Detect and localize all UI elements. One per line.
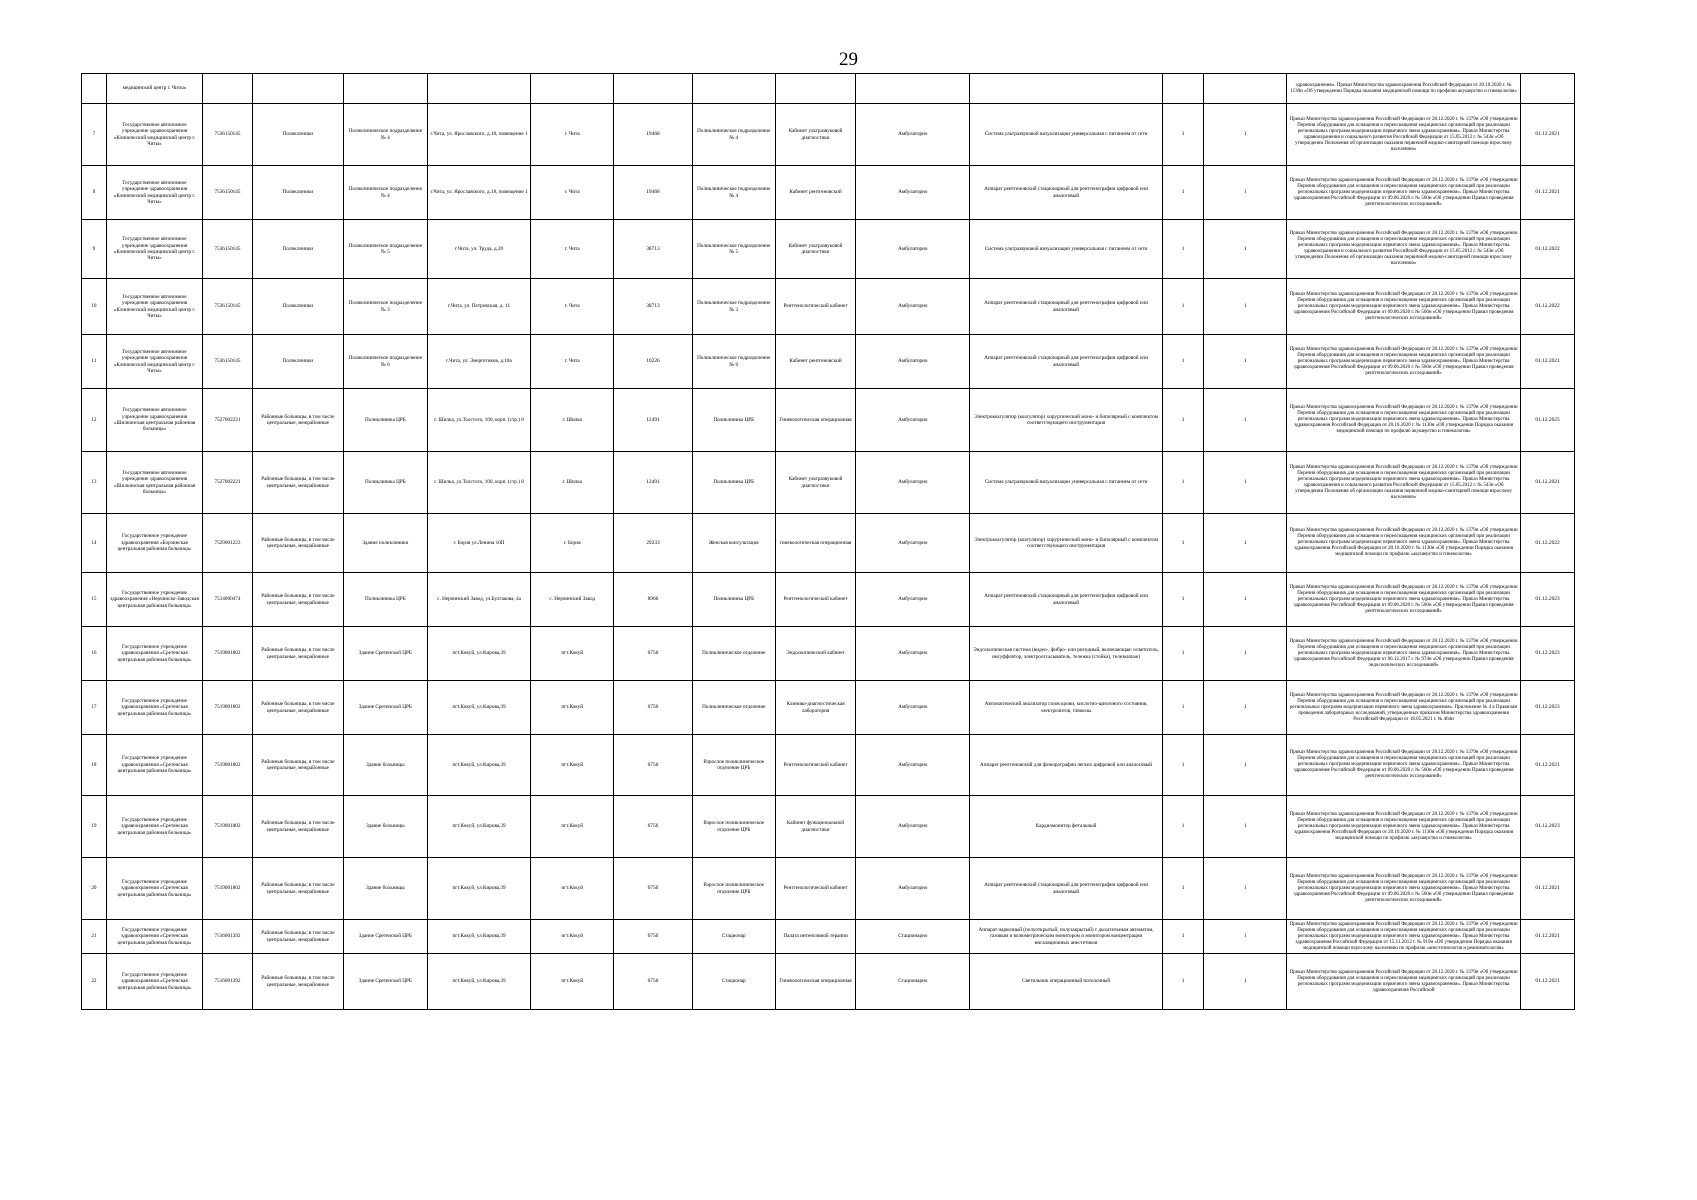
care-conditions-cell: Амбулаторно bbox=[856, 452, 970, 514]
quantity-required-cell: 1 bbox=[1162, 389, 1203, 452]
organization-type-cell: Районные больницы, в том числе центральные, межрайонные bbox=[252, 920, 343, 954]
care-conditions-cell: Стационарно bbox=[856, 920, 970, 954]
quantity-planned-cell: 1 bbox=[1204, 920, 1287, 954]
building-name-cell: Здание больницы bbox=[343, 735, 427, 796]
table-row bbox=[82, 220, 1575, 279]
row-number-cell: 14 bbox=[82, 514, 107, 573]
table-row bbox=[82, 335, 1575, 389]
delivery-date-cell: 01.12.2021 bbox=[1521, 735, 1575, 796]
delivery-date-cell: 01.12.2022 bbox=[1521, 220, 1575, 279]
quantity-required-cell: 1 bbox=[1162, 452, 1203, 514]
inn-cell: 7519001802 bbox=[203, 627, 253, 681]
organization-name-cell: Государственное учреждение здравоохранения «Сретенская центральная районная больница» bbox=[106, 681, 202, 735]
building-name-cell: Поликлиническое подразделение № 4 bbox=[343, 104, 427, 166]
table-row bbox=[82, 166, 1575, 220]
locality-cell: г. Чита bbox=[531, 220, 614, 279]
population-cell: 38713 bbox=[614, 220, 693, 279]
address-cell: г. Шилка, ул.Толстого, 100, корп. (стр.) 8 bbox=[427, 452, 531, 514]
care-conditions-cell: Амбулаторно bbox=[856, 335, 970, 389]
organization-type-cell: Поликлиники bbox=[252, 220, 343, 279]
table-row bbox=[82, 735, 1575, 796]
equipment-name-cell: Электрокоагулятор (коагулятор) хирургический моно- и биполярный с комплектом соответствующего инструментария bbox=[970, 389, 1163, 452]
delivery-date-cell: 01.12.2023 bbox=[1521, 627, 1575, 681]
equipment-name-cell: Система ультразвуковой визуализации универсальная с питанием от сети bbox=[970, 104, 1163, 166]
legal-basis-cell: Приказ Министерства здравоохранения Российской Федерации от 28.12.2020 г. № 1379н «Об утверждении Перечня оборудования для оснащения и переоснащения медицинских организаций при реализации региональных программ модернизации первичного звена здравоохранения». Приказ Министерства здравоохранения Российской Федерации от 20.10.2020 г. № 1130н «Об утверждении Порядка оказания медицинской помощи по профилю «акушерство и гинекология» bbox=[1287, 514, 1521, 573]
care-conditions-cell: Амбулаторно bbox=[856, 166, 970, 220]
delivery-date-cell: 01.12.2022 bbox=[1521, 279, 1575, 335]
legal-basis-cell: Приказ Министерства здравоохранения Российской Федерации от 28.12.2020 г. № 1379н «Об утверждении Перечня оборудования для оснащения и переоснащения медицинских организаций при реализации региональных программ модернизации первичного звена здравоохранения». Приказ Министерства здравоохранения Российской Федерации от 06.12.2017 г. № 974н «Об утверждении Правил проведения эндоскопических исследований» bbox=[1287, 627, 1521, 681]
care-conditions-cell: Амбулаторно bbox=[856, 220, 970, 279]
address-cell: г.Чита, ул. Петровская, д. 11 bbox=[427, 279, 531, 335]
locality-cell: г. Чита bbox=[531, 335, 614, 389]
population-cell: 19468 bbox=[614, 104, 693, 166]
inn-cell: 7519001802 bbox=[203, 858, 253, 920]
table-row bbox=[82, 514, 1575, 573]
room-cell: Кабинет рентгеновский bbox=[775, 335, 856, 389]
delivery-date-cell: 01.12.2021 bbox=[1521, 104, 1575, 166]
building-name-cell: Поликлиническое подразделение № 6 bbox=[343, 335, 427, 389]
legal-basis-cell: Приказ Министерства здравоохранения Российской Федерации от 28.12.2020 г. № 1379н «Об утверждении Перечня оборудования для оснащения и переоснащения медицинских организаций при реализации региональных программ модернизации первичного звена здравоохранения». Приказ Министерства здравоохранения Российской Федерации от 09.06.2020 г. № 560н «Об утверждении Правил проведения рентгенологических исследований» bbox=[1287, 335, 1521, 389]
organization-name-cell: Государственное учреждение здравоохранения «Сретенская центральная районная больница» bbox=[106, 627, 202, 681]
address-cell: г.Чита, ул. Энергетиков, д.18а bbox=[427, 335, 531, 389]
quantity-required-cell: 1 bbox=[1162, 166, 1203, 220]
care-conditions-cell: Стационарно bbox=[856, 954, 970, 1010]
building-name-cell: Здание больницы bbox=[343, 858, 427, 920]
row-number-cell: 17 bbox=[82, 681, 107, 735]
quantity-planned-cell: 1 bbox=[1204, 681, 1287, 735]
locality-cell: г. Чита bbox=[531, 279, 614, 335]
locality-cell: г. Борзя bbox=[531, 514, 614, 573]
organization-type-cell: Районные больницы, в том числе центральные, межрайонные bbox=[252, 858, 343, 920]
row-number-cell: 10 bbox=[82, 279, 107, 335]
room-cell: Палата интенсивной терапии bbox=[775, 920, 856, 954]
address-cell: г.Чита, ул. Труда, д.20 bbox=[427, 220, 531, 279]
legal-basis-cell: Приказ Министерства здравоохранения Российской Федерации от 28.12.2020 г. № 1379н «Об утверждении Перечня оборудования для оснащения и переоснащения медицинских организаций при реализации региональных программ модернизации первичного звена здравоохранения». Приложение № 4 к Правилам проведения лабораторных исследований, утвержденных приказом Министерства здравоохранения Российской Федерации от 18.05.2021 г. № 464н bbox=[1287, 681, 1521, 735]
quantity-required-cell: 1 bbox=[1162, 954, 1203, 1010]
division-cell: Поликлиническое подразделение № 4 bbox=[692, 104, 775, 166]
division-cell: Поликлиническое отделение bbox=[692, 627, 775, 681]
quantity-planned-cell bbox=[1204, 74, 1287, 104]
inn-cell: 7519001802 bbox=[203, 796, 253, 858]
equipment-name-cell: Светильник операционный потолочный bbox=[970, 954, 1163, 1010]
inn-cell: 7529001223 bbox=[203, 514, 253, 573]
quantity-planned-cell: 1 bbox=[1204, 389, 1287, 452]
population-cell: 29233 bbox=[614, 514, 693, 573]
legal-basis-cell: Приказ Министерства здравоохранения Российской Федерации от 28.12.2020 г. № 1379н «Об утверждении Перечня оборудования для оснащения и переоснащения медицинских организаций при реализации региональных программ модернизации первичного звена здравоохранения». Приказ Министерства здравоохранения Российской bbox=[1287, 954, 1521, 1010]
population-cell: 6756 bbox=[614, 920, 693, 954]
table-row bbox=[82, 389, 1575, 452]
row-number-cell: 20 bbox=[82, 858, 107, 920]
quantity-planned-cell: 1 bbox=[1204, 954, 1287, 1010]
quantity-required-cell: 1 bbox=[1162, 335, 1203, 389]
table-row bbox=[82, 858, 1575, 920]
equipment-name-cell: Кардиомонитор фетальный bbox=[970, 796, 1163, 858]
table-row bbox=[82, 681, 1575, 735]
equipment-name-cell bbox=[970, 74, 1163, 104]
room-cell: Кабинет функциональной диагностики bbox=[775, 796, 856, 858]
building-name-cell: Здание Сретенской ЦРБ bbox=[343, 954, 427, 1010]
quantity-planned-cell: 1 bbox=[1204, 335, 1287, 389]
address-cell: пгт.Кокуй, ул.Кирова,39 bbox=[427, 627, 531, 681]
locality-cell: пгт.Кокуй bbox=[531, 920, 614, 954]
quantity-required-cell bbox=[1162, 74, 1203, 104]
division-cell: Женская консультация bbox=[692, 514, 775, 573]
building-name-cell: Поликлиника ЦРБ bbox=[343, 573, 427, 627]
inn-cell: 7536150145 bbox=[203, 104, 253, 166]
building-name-cell: Здание поликлиники bbox=[343, 514, 427, 573]
legal-basis-cell: Приказ Министерства здравоохранения Российской Федерации от 28.12.2020 г. № 1379н «Об утверждении Перечня оборудования для оснащения и переоснащения медицинских организаций при реализации региональных программ модернизации первичного звена здравоохранения». Приказ Министерства здравоохранения Российской Федерации от 15.11.2012 г. № 919н «Об утверждении Порядка оказания медицинской помощи взрослому населению по профилю «анестезиология и реаниматология» bbox=[1287, 920, 1521, 954]
quantity-required-cell: 1 bbox=[1162, 627, 1203, 681]
building-name-cell: Поликлиническое подразделение № 5 bbox=[343, 220, 427, 279]
organization-name-cell: Государственное учреждение здравоохранения «Сретенская центральная районная больница» bbox=[106, 858, 202, 920]
locality-cell: пгт.Кокуй bbox=[531, 858, 614, 920]
population-cell: 6756 bbox=[614, 627, 693, 681]
care-conditions-cell: Амбулаторно bbox=[856, 514, 970, 573]
organization-type-cell: Поликлиники bbox=[252, 104, 343, 166]
room-cell: Клинико-диагностическая лаборатория bbox=[775, 681, 856, 735]
legal-basis-cell: Приказ Министерства здравоохранения Российской Федерации от 28.12.2020 г. № 1379н «Об утверждении Перечня оборудования для оснащения и переоснащения медицинских организаций при реализации региональных программ модернизации первичного звена здравоохранения». Приказ Министерства здравоохранения Российской Федерации от 09.06.2020 г. № 560н «Об утверждении Правил проведения рентгенологических исследований» bbox=[1287, 166, 1521, 220]
population-cell: 19468 bbox=[614, 166, 693, 220]
building-name-cell: Здание Сретенской ЦРБ bbox=[343, 627, 427, 681]
room-cell: Кабинет ультразвуковой диагностики bbox=[775, 452, 856, 514]
row-number-cell: 7 bbox=[82, 104, 107, 166]
quantity-required-cell: 1 bbox=[1162, 104, 1203, 166]
equipment-name-cell: Аппарат рентгеновский стационарный для рентгенографии цифровой или аналоговый bbox=[970, 573, 1163, 627]
organization-name-cell: Государственное автономное учреждение здравоохранения «Клинический медицинский центр г. Читы» bbox=[106, 104, 202, 166]
quantity-required-cell: 1 bbox=[1162, 920, 1203, 954]
building-name-cell: Здание Сретенской ЦРБ bbox=[343, 681, 427, 735]
organization-name-cell: Государственное автономное учреждение здравоохранения «Клинический медицинский центр г. Читы» bbox=[106, 335, 202, 389]
room-cell: Гинекологическая операционная bbox=[775, 389, 856, 452]
quantity-required-cell: 1 bbox=[1162, 279, 1203, 335]
quantity-planned-cell: 1 bbox=[1204, 220, 1287, 279]
inn-cell: 7536150145 bbox=[203, 335, 253, 389]
delivery-date-cell: 01.12.2021 bbox=[1521, 335, 1575, 389]
legal-basis-cell: Приказ Министерства здравоохранения Российской Федерации от 28.12.2020 г. № 1379н «Об утверждении Перечня оборудования для оснащения и переоснащения медицинских организаций при реализации региональных программ модернизации первичного звена здравоохранения». Приказ Министерства здравоохранения и социального развития Российской Федерации от 15.05.2012 г. № 543н «Об утверждении Положения об организации оказания первичной медико-санитарной помощи взрослому населению» bbox=[1287, 452, 1521, 514]
division-cell: Поликлиника ЦРБ bbox=[692, 573, 775, 627]
organization-type-cell: Районные больницы, в том числе центральные, межрайонные bbox=[252, 514, 343, 573]
organization-name-cell: Государственное автономное учреждение здравоохранения «Клинический медицинский центр г. Читы» bbox=[106, 279, 202, 335]
population-cell: 8966 bbox=[614, 573, 693, 627]
room-cell: Рентгенологический кабинет bbox=[775, 279, 856, 335]
locality-cell bbox=[531, 74, 614, 104]
legal-basis-cell: Приказ Министерства здравоохранения Российской Федерации от 28.12.2020 г. № 1379н «Об утверждении Перечня оборудования для оснащения и переоснащения медицинских организаций при реализации региональных программ модернизации первичного звена здравоохранения». Приказ Министерства здравоохранения Российской Федерации от 09.06.2020 г. № 560н «Об утверждении Правил проведения рентгенологических исследований» bbox=[1287, 279, 1521, 335]
quantity-planned-cell: 1 bbox=[1204, 104, 1287, 166]
address-cell: с. Нерчинский Завод, ул.Булгакова, 4а bbox=[427, 573, 531, 627]
quantity-planned-cell: 1 bbox=[1204, 514, 1287, 573]
organization-type-cell: Районные больницы, в том числе центральные, межрайонные bbox=[252, 796, 343, 858]
room-cell: Кабинет ультразвуковой диагностики bbox=[775, 104, 856, 166]
delivery-date-cell: 01.12.2021 bbox=[1521, 954, 1575, 1010]
quantity-planned-cell: 1 bbox=[1204, 858, 1287, 920]
care-conditions-cell: Амбулаторно bbox=[856, 104, 970, 166]
inn-cell: 7536150145 bbox=[203, 279, 253, 335]
legal-basis-cell: Приказ Министерства здравоохранения Российской Федерации от 28.12.2020 г. № 1379н «Об утверждении Перечня оборудования для оснащения и переоснащения медицинских организаций при реализации региональных программ модернизации первичного звена здравоохранения». Приказ Министерства здравоохранения и социального развития Российской Федерации от 15.05.2012 г. № 543н «Об утверждении Положения об организации оказания первичной медико-санитарной помощи взрослому населению» bbox=[1287, 104, 1521, 166]
population-cell: 6756 bbox=[614, 735, 693, 796]
locality-cell: пгт.Кокуй bbox=[531, 735, 614, 796]
equipment-name-cell: Система ультразвуковой визуализации универсальная с питанием от сети bbox=[970, 452, 1163, 514]
inn-cell: 7536150145 bbox=[203, 166, 253, 220]
building-name-cell: Поликлиническое подразделение № 4 bbox=[343, 166, 427, 220]
division-cell: Взрослое поликлиническое отделение ЦРБ bbox=[692, 858, 775, 920]
division-cell: Поликлиническое отделение bbox=[692, 681, 775, 735]
organization-type-cell: Поликлиники bbox=[252, 279, 343, 335]
care-conditions-cell: Амбулаторно bbox=[856, 389, 970, 452]
address-cell: пгт.Кокуй, ул.Кирова,39 bbox=[427, 920, 531, 954]
organization-name-cell: Государственное учреждение здравоохранения «Сретенская центральная районная больница» bbox=[106, 920, 202, 954]
organization-type-cell: Поликлиники bbox=[252, 166, 343, 220]
equipment-name-cell: Эндоскопическая система (видео-, фибро- или ригидный, включающая: осветитель, инсуффлятор, электроотсасыватель, тележка (стойка), телеэкипаж) bbox=[970, 627, 1163, 681]
organization-type-cell: Районные больницы, в том числе центральные, межрайонные bbox=[252, 954, 343, 1010]
locality-cell: пгт.Кокуй bbox=[531, 796, 614, 858]
locality-cell: пгт.Кокуй bbox=[531, 954, 614, 1010]
equipment-name-cell: Автоматический анализатор газов крови, кислотно-щелочного состояния, электролитов, глюкозы bbox=[970, 681, 1163, 735]
equipment-name-cell: Аппарат рентгеновский стационарный для рентгенографии цифровой или аналоговый bbox=[970, 858, 1163, 920]
room-cell: Эндоскопический кабинет bbox=[775, 627, 856, 681]
table-row bbox=[82, 74, 1575, 104]
quantity-planned-cell: 1 bbox=[1204, 279, 1287, 335]
locality-cell: с. Нерчинский Завод bbox=[531, 573, 614, 627]
organization-name-cell: медицинский центр г. Читы» bbox=[106, 74, 202, 104]
care-conditions-cell: Амбулаторно bbox=[856, 573, 970, 627]
room-cell: Рентгенологический кабинет bbox=[775, 858, 856, 920]
organization-name-cell: Государственное автономное учреждение здравоохранения «Шилкинская центральная районная больница» bbox=[106, 389, 202, 452]
address-cell: г. Шилка, ул.Толстого, 100, корп. (стр.) 8 bbox=[427, 389, 531, 452]
room-cell: гинекологическая операционная bbox=[775, 514, 856, 573]
address-cell: пгт.Кокуй, ул.Кирова,39 bbox=[427, 681, 531, 735]
table-row bbox=[82, 796, 1575, 858]
quantity-planned-cell: 1 bbox=[1204, 452, 1287, 514]
organization-type-cell bbox=[252, 74, 343, 104]
table-row bbox=[82, 573, 1575, 627]
locality-cell: г. Шилка bbox=[531, 452, 614, 514]
division-cell: Поликлиника ЦРБ bbox=[692, 452, 775, 514]
building-name-cell bbox=[343, 74, 427, 104]
quantity-required-cell: 1 bbox=[1162, 573, 1203, 627]
care-conditions-cell: Амбулаторно bbox=[856, 735, 970, 796]
room-cell: Рентгенологический кабинет bbox=[775, 573, 856, 627]
division-cell: Поликлиническое подразделение № 6 bbox=[692, 335, 775, 389]
equipment-name-cell: Аппарат наркозный (полуоткрытый, полузакрытый) с дыхательным автоматом, газовым и волюметрическим монитором и монитором концентрации ингаляционных анестетиков bbox=[970, 920, 1163, 954]
table-row bbox=[82, 452, 1575, 514]
organization-name-cell: Государственное учреждение здравоохранения «Борзинская центральная районная больница» bbox=[106, 514, 202, 573]
quantity-required-cell: 1 bbox=[1162, 681, 1203, 735]
population-cell: 12491 bbox=[614, 389, 693, 452]
address-cell: г.Чита, ул. Ярославского, д.18, помещение 1 bbox=[427, 104, 531, 166]
row-number-cell: 22 bbox=[82, 954, 107, 1010]
address-cell bbox=[427, 74, 531, 104]
quantity-required-cell: 1 bbox=[1162, 735, 1203, 796]
delivery-date-cell: 01.12.2023 bbox=[1521, 796, 1575, 858]
row-number-cell: 18 bbox=[82, 735, 107, 796]
care-conditions-cell: Амбулаторно bbox=[856, 279, 970, 335]
delivery-date-cell: 01.12.2021 bbox=[1521, 858, 1575, 920]
locality-cell: пгт.Кокуй bbox=[531, 627, 614, 681]
equipment-name-cell: Аппарат рентгеновский для флюорографии легких цифровой или аналоговый bbox=[970, 735, 1163, 796]
inn-cell: 7527002221 bbox=[203, 389, 253, 452]
legal-basis-cell: здравоохранения». Приказ Министерства здравоохранения Российской Федерации от 20.10.2020 г. № 1130н «Об утверждении Порядка оказания медицинской помощи по профилю акушерство и гинекология» bbox=[1287, 74, 1521, 104]
population-cell: 10226 bbox=[614, 335, 693, 389]
division-cell: Поликлиническое подразделение № 4 bbox=[692, 166, 775, 220]
delivery-date-cell: 01.12.2022 bbox=[1521, 514, 1575, 573]
table-row bbox=[82, 279, 1575, 335]
quantity-planned-cell: 1 bbox=[1204, 796, 1287, 858]
address-cell: пгт.Кокуй, ул.Кирова,39 bbox=[427, 954, 531, 1010]
quantity-required-cell: 1 bbox=[1162, 514, 1203, 573]
organization-type-cell: Районные больницы, в том числе центральные, межрайонные bbox=[252, 681, 343, 735]
table-row bbox=[82, 920, 1575, 954]
organization-name-cell: Государственное автономное учреждение здравоохранения «Клинический медицинский центр г. Читы» bbox=[106, 220, 202, 279]
row-number-cell: 15 bbox=[82, 573, 107, 627]
building-name-cell: Здание Сретенской ЦРБ bbox=[343, 920, 427, 954]
organization-name-cell: Государственное учреждение здравоохранения «Нерчинско-Заводская центральная районная больница» bbox=[106, 573, 202, 627]
address-cell: пгт.Кокуй, ул.Кирова,39 bbox=[427, 858, 531, 920]
equipment-name-cell: Аппарат рентгеновский стационарный для рентгенографии цифровой или аналоговый bbox=[970, 335, 1163, 389]
care-conditions-cell: Амбулаторно bbox=[856, 627, 970, 681]
division-cell: Стационар bbox=[692, 954, 775, 1010]
organization-name-cell: Государственное автономное учреждение здравоохранения «Шилкинская центральная районная больница» bbox=[106, 452, 202, 514]
delivery-date-cell: 01.12.2023 bbox=[1521, 573, 1575, 627]
room-cell bbox=[775, 74, 856, 104]
organization-name-cell: Государственное учреждение здравоохранения «Сретенская центральная районная больница» bbox=[106, 796, 202, 858]
delivery-date-cell bbox=[1521, 74, 1575, 104]
organization-name-cell: Государственное учреждение здравоохранения «Сретенская центральная районная больница» bbox=[106, 954, 202, 1010]
building-name-cell: Здание больницы bbox=[343, 796, 427, 858]
division-cell: Поликлиническое подразделение № 3 bbox=[692, 279, 775, 335]
division-cell bbox=[692, 74, 775, 104]
division-cell: Взрослое поликлиническое отделение ЦРБ bbox=[692, 735, 775, 796]
population-cell: 6756 bbox=[614, 796, 693, 858]
equipment-name-cell: Аппарат рентгеновский стационарный для рентгенографии цифровой или аналоговый bbox=[970, 279, 1163, 335]
organization-type-cell: Поликлиники bbox=[252, 335, 343, 389]
inn-cell: 7516001392 bbox=[203, 920, 253, 954]
delivery-date-cell: 01.12.2021 bbox=[1521, 452, 1575, 514]
division-cell: Взрослое поликлиническое отделение ЦРБ bbox=[692, 796, 775, 858]
organization-type-cell: Районные больницы, в том числе центральные, межрайонные bbox=[252, 452, 343, 514]
row-number-cell: 12 bbox=[82, 389, 107, 452]
delivery-date-cell: 01.12.2021 bbox=[1521, 166, 1575, 220]
quantity-planned-cell: 1 bbox=[1204, 166, 1287, 220]
address-cell: пгт.Кокуй, ул.Кирова,39 bbox=[427, 735, 531, 796]
row-number-cell bbox=[82, 74, 107, 104]
population-cell: 6756 bbox=[614, 858, 693, 920]
quantity-required-cell: 1 bbox=[1162, 220, 1203, 279]
inn-cell: 7527002221 bbox=[203, 452, 253, 514]
inn-cell: 7514000474 bbox=[203, 573, 253, 627]
building-name-cell: Поликлиника ЦРБ bbox=[343, 452, 427, 514]
care-conditions-cell: Амбулаторно bbox=[856, 858, 970, 920]
inn-cell: 7519001802 bbox=[203, 735, 253, 796]
row-number-cell: 19 bbox=[82, 796, 107, 858]
division-cell: Стационар bbox=[692, 920, 775, 954]
address-cell: пгт.Кокуй, ул.Кирова,39 bbox=[427, 796, 531, 858]
legal-basis-cell: Приказ Министерства здравоохранения Российской Федерации от 28.12.2020 г. № 1379н «Об утверждении Перечня оборудования для оснащения и переоснащения медицинских организаций при реализации региональных программ модернизации первичного звена здравоохранения». Приказ Министерства здравоохранения и социального развития Российской Федерации от 15.05.2012 г. № 543н «Об утверждении Положения об организации оказания первичной медико-санитарной помощи взрослому населению» bbox=[1287, 220, 1521, 279]
equipment-name-cell: Система ультразвуковой визуализации универсальная с питанием от сети bbox=[970, 220, 1163, 279]
room-cell: Рентгенологический кабинет bbox=[775, 735, 856, 796]
organization-name-cell: Государственное учреждение здравоохранения «Сретенская центральная районная больница» bbox=[106, 735, 202, 796]
legal-basis-cell: Приказ Министерства здравоохранения Российской Федерации от 28.12.2020 г. № 1379н «Об утверждении Перечня оборудования для оснащения и переоснащения медицинских организаций при реализации региональных программ модернизации первичного звена здравоохранения». Приказ Министерства здравоохранения Российской Федерации от 20.10.2020 г. № 1130н «Об утверждении Порядка оказания медицинской помощи по профилю «акушерство и гинекология» bbox=[1287, 796, 1521, 858]
building-name-cell: Поликлиника ЦРБ bbox=[343, 389, 427, 452]
table-row bbox=[82, 954, 1575, 1010]
table-body bbox=[82, 74, 1575, 1010]
legal-basis-cell: Приказ Министерства здравоохранения Российской Федерации от 28.12.2020 г. № 1379н «Об утверждении Перечня оборудования для оснащения и переоснащения медицинских организаций при реализации региональных программ модернизации первичного звена здравоохранения». Приказ Министерства здравоохранения Российской Федерации от 20.10.2020 г. № 1130н «Об утверждении Порядка оказания медицинской помощи по профилю акушерство и гинекология» bbox=[1287, 389, 1521, 452]
row-number-cell: 13 bbox=[82, 452, 107, 514]
delivery-date-cell: 01.12.2023 bbox=[1521, 681, 1575, 735]
row-number-cell: 21 bbox=[82, 920, 107, 954]
locality-cell: г. Чита bbox=[531, 104, 614, 166]
inn-cell: 7536150145 bbox=[203, 220, 253, 279]
inn-cell: 7516001392 bbox=[203, 954, 253, 1010]
legal-basis-cell: Приказ Министерства здравоохранения Российской Федерации от 28.12.2020 г. № 1379н «Об утверждении Перечня оборудования для оснащения и переоснащения медицинских организаций при реализации региональных программ модернизации первичного звена здравоохранения». Приказ Министерства здравоохранения Российской Федерации от 09.06.2020 г. № 560н «Об утверждении Правил проведения рентгенологических исследований» bbox=[1287, 858, 1521, 920]
room-cell: Кабинет рентгеновский bbox=[775, 166, 856, 220]
row-number-cell: 8 bbox=[82, 166, 107, 220]
inn-cell: 7519001802 bbox=[203, 681, 253, 735]
quantity-planned-cell: 1 bbox=[1204, 735, 1287, 796]
population-cell: 6756 bbox=[614, 954, 693, 1010]
legal-basis-cell: Приказ Министерства здравоохранения Российской Федерации от 28.12.2020 г. № 1379н «Об утверждении Перечня оборудования для оснащения и переоснащения медицинских организаций при реализации региональных программ модернизации первичного звена здравоохранения». Приказ Министерства здравоохранения Российской Федерации от 09.06.2020 г. № 560н «Об утверждении Правил проведения рентгенологических исследований» bbox=[1287, 735, 1521, 796]
organization-type-cell: Районные больницы, в том числе центральные, межрайонные bbox=[252, 389, 343, 452]
population-cell: 38713 bbox=[614, 279, 693, 335]
organization-type-cell: Районные больницы, в том числе центральные, межрайонные bbox=[252, 573, 343, 627]
building-name-cell: Поликлиническое подразделение № 3 bbox=[343, 279, 427, 335]
locality-cell: г. Шилка bbox=[531, 389, 614, 452]
population-cell bbox=[614, 74, 693, 104]
organization-type-cell: Районные больницы, в том числе центральные, межрайонные bbox=[252, 735, 343, 796]
page-number: 29 bbox=[839, 49, 858, 70]
care-conditions-cell: Амбулаторно bbox=[856, 681, 970, 735]
quantity-planned-cell: 1 bbox=[1204, 573, 1287, 627]
population-cell: 12491 bbox=[614, 452, 693, 514]
table-row bbox=[82, 104, 1575, 166]
table-row bbox=[82, 627, 1575, 681]
row-number-cell: 16 bbox=[82, 627, 107, 681]
delivery-date-cell: 01.12.2025 bbox=[1521, 389, 1575, 452]
equipment-name-cell: Электрокоагулятор (коагулятор) хирургический моно- и биполярный с комплектом соответствующего инструментария bbox=[970, 514, 1163, 573]
organization-name-cell: Государственное автономное учреждение здравоохранения «Клинический медицинский центр г. Читы» bbox=[106, 166, 202, 220]
room-cell: Кабинет ультразвуковой диагностики bbox=[775, 220, 856, 279]
room-cell: Гинекологическая операционная bbox=[775, 954, 856, 1010]
organization-type-cell: Районные больницы, в том числе центральные, межрайонные bbox=[252, 627, 343, 681]
legal-basis-cell: Приказ Министерства здравоохранения Российской Федерации от 28.12.2020 г. № 1379н «Об утверждении Перечня оборудования для оснащения и переоснащения медицинских организаций при реализации региональных программ модернизации первичного звена здравоохранения». Приказ Министерства здравоохранения Российской Федерации от 09.06.2020 г. № 560н «Об утверждении Правил проведения рентгенологических исследований» bbox=[1287, 573, 1521, 627]
equipment-table bbox=[81, 73, 1575, 1010]
delivery-date-cell: 01.12.2021 bbox=[1521, 920, 1575, 954]
inn-cell bbox=[203, 74, 253, 104]
locality-cell: пгт.Кокуй bbox=[531, 681, 614, 735]
division-cell: Поликлиническое подразделение № 5 bbox=[692, 220, 775, 279]
population-cell: 6756 bbox=[614, 681, 693, 735]
quantity-required-cell: 1 bbox=[1162, 796, 1203, 858]
quantity-planned-cell: 1 bbox=[1204, 627, 1287, 681]
quantity-required-cell: 1 bbox=[1162, 858, 1203, 920]
address-cell: г. Борзя ул.Ленина 10П bbox=[427, 514, 531, 573]
care-conditions-cell: Амбулаторно bbox=[856, 796, 970, 858]
division-cell: Поликлиника ЦРБ bbox=[692, 389, 775, 452]
row-number-cell: 11 bbox=[82, 335, 107, 389]
address-cell: г.Чита, ул. Ярославского, д.18, помещение 1 bbox=[427, 166, 531, 220]
equipment-name-cell: Аппарат рентгеновский стационарный для рентгенографии цифровой или аналоговый bbox=[970, 166, 1163, 220]
locality-cell: г. Чита bbox=[531, 166, 614, 220]
care-conditions-cell bbox=[856, 74, 970, 104]
row-number-cell: 9 bbox=[82, 220, 107, 279]
